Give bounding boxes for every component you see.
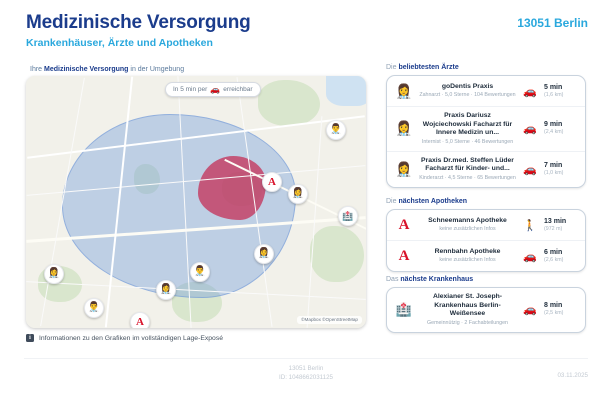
list-item-time: 9 min (544, 121, 563, 129)
list-item-time: 6 min (544, 248, 563, 256)
list-item-name: Alexianer St. Joseph-Krankenhaus Berlin-Weißensee (432, 293, 503, 318)
map-marker-pharmacy[interactable]: A (130, 312, 150, 328)
map-section-label (30, 66, 184, 73)
list-item-route (544, 162, 578, 177)
doctor-avatar-icon: 👩‍⚕️ (159, 284, 173, 295)
doctor-avatar-icon: 👩‍⚕️ (395, 82, 413, 99)
car-icon: 🚗 (523, 123, 537, 136)
list-item-distance: (2,6 km) (544, 256, 564, 263)
page-subtitle: Krankenhäuser, Ärzte und Apotheken (26, 37, 213, 49)
list-item-distance: (2,4 km) (544, 129, 564, 136)
car-icon: 🚗 (523, 304, 537, 317)
list-item-distance: (2,5 km) (544, 310, 564, 317)
doctors-card (386, 75, 586, 188)
hospital-section-title (386, 276, 586, 283)
map-label-prefix: Ihre (30, 66, 45, 73)
doctor-avatar-icon: 👨‍⚕️ (193, 266, 207, 277)
list-item-route (544, 302, 578, 317)
pharmacies-title-bold: nächsten Apotheken (398, 198, 468, 205)
map-info-note (26, 334, 223, 342)
header-zip: 13051 Berlin (517, 16, 588, 30)
doctor-avatar-icon: 👨‍⚕️ (87, 302, 101, 313)
doctor-avatar-icon: 👩‍⚕️ (257, 248, 271, 259)
map-marker-doctor[interactable] (254, 244, 274, 264)
section-hospital (386, 276, 586, 333)
map-label-bold: Medizinische Versorgung (44, 66, 129, 73)
car-icon: 🚗 (523, 85, 537, 98)
map-marker-pharmacy[interactable]: A (262, 172, 282, 192)
section-pharmacies (386, 198, 586, 272)
hospital-title-prefix: Das (386, 276, 401, 283)
list-item[interactable] (387, 106, 585, 151)
pharmacies-section-title (386, 198, 586, 205)
list-item[interactable] (387, 76, 585, 106)
list-item-distance: (972 m) (544, 225, 563, 232)
list-item-sub: Internist · 5,0 Sterne · 46 Bewertungen (421, 138, 514, 145)
map-container[interactable] (26, 76, 366, 328)
car-icon: 🚗 (210, 85, 221, 94)
map-attribution: ©Mapbox ©OpenStreetMap (297, 316, 362, 324)
list-item-time: 8 min (544, 302, 563, 310)
badge-suffix: erreichbar (223, 86, 253, 93)
list-item-time: 5 min (544, 83, 563, 91)
info-icon: i (26, 334, 34, 342)
list-item-route (544, 84, 578, 99)
map-marker-hospital[interactable]: 🏥 (338, 206, 358, 226)
list-item-sub: keine zusätzlichen Infos (439, 257, 496, 264)
map-info-text: Informationen zu den Grafiken im vollständigen Lage-Exposé (39, 334, 224, 342)
footer-center (0, 364, 612, 382)
list-item-time: 13 min (544, 217, 567, 225)
list-item-route (544, 218, 578, 233)
hospital-card (386, 287, 586, 333)
list-item-distance: (1,0 km) (544, 169, 564, 176)
doctors-title-bold: beliebtesten Ärzte (398, 64, 459, 71)
list-item-sub: Zahnarzt · 5,0 Sterne · 104 Bewertungen (419, 92, 516, 99)
list-item[interactable] (387, 288, 585, 332)
list-item-text (419, 83, 516, 100)
footer-divider (24, 358, 588, 359)
pharmacies-card (386, 209, 586, 272)
footer-zip: 13051 Berlin (288, 365, 324, 372)
map-marker-doctor[interactable] (156, 280, 176, 300)
list-item-route (544, 249, 578, 264)
footer-id: ID: 1048662031125 (279, 374, 333, 381)
map-reachability-badge (165, 82, 261, 97)
pharmacy-icon: A (398, 247, 410, 264)
car-icon: 🚗 (523, 163, 537, 176)
list-item-distance: (1,6 km) (544, 91, 564, 98)
walk-icon: 🚶 (523, 219, 537, 232)
footer-date: 03.11.2025 (557, 372, 588, 379)
list-item-text (419, 112, 516, 146)
list-item-text (419, 248, 516, 265)
map-water (326, 76, 366, 106)
list-item-sub: keine zusätzlichen Infos (439, 226, 496, 233)
list-item[interactable] (387, 240, 585, 271)
map-marker-doctor[interactable] (288, 184, 308, 204)
badge-prefix: In 5 min per (173, 86, 208, 93)
list-item-name: Praxis Dr.med. Steffen Lüder Facharzt für Kinder- und... (421, 156, 514, 173)
map-marker-doctor[interactable] (84, 298, 104, 318)
list-item-text (419, 293, 516, 327)
list-item-sub: Gemeinnützig · 2 Fachabteilungen (427, 319, 508, 326)
hospital-icon: 🏥 (395, 301, 413, 317)
list-item-sub: Kinderarzt · 4,5 Sterne · 65 Bewertungen (419, 174, 516, 181)
doctor-avatar-icon: 👩‍⚕️ (47, 268, 61, 279)
map-label-suffix: in der Umgebung (128, 66, 185, 73)
map-park (258, 80, 320, 126)
list-item[interactable] (387, 151, 585, 187)
doctor-avatar-icon: 👩‍⚕️ (291, 188, 305, 199)
map-marker-doctor[interactable] (326, 120, 346, 140)
doctors-section-title (386, 64, 586, 71)
list-item-text (419, 157, 516, 182)
list-item[interactable] (387, 210, 585, 240)
list-item-route (544, 121, 578, 136)
page-title: Medizinische Versorgung (26, 12, 251, 33)
doctor-avatar-icon: 👨‍⚕️ (329, 124, 343, 135)
page-header (26, 12, 251, 50)
hospital-title-bold: nächste Krankenhaus (400, 276, 474, 283)
doctors-title-prefix: Die (386, 64, 399, 71)
map-marker-doctor[interactable] (190, 262, 210, 282)
map-canvas (26, 76, 366, 328)
list-item-text (419, 217, 516, 234)
map-marker-doctor[interactable] (44, 264, 64, 284)
list-item-name: Schneemanns Apotheke (428, 216, 507, 224)
doctor-avatar-icon: 👩‍⚕️ (395, 120, 413, 137)
car-icon: 🚗 (523, 250, 537, 263)
list-item-time: 7 min (544, 161, 563, 169)
list-item-name: Praxis Dariusz Wojciechowski Facharzt für Innere Medizin un... (422, 112, 513, 137)
pharmacies-title-prefix: Die (386, 198, 399, 205)
pharmacy-icon: A (398, 216, 410, 233)
map-park (310, 226, 364, 282)
list-item-name: Rennbahn Apotheke (434, 247, 501, 255)
section-doctors (386, 64, 586, 188)
list-item-name: goDentis Praxis (441, 82, 494, 90)
doctor-avatar-icon: 👩‍⚕️ (395, 160, 413, 177)
